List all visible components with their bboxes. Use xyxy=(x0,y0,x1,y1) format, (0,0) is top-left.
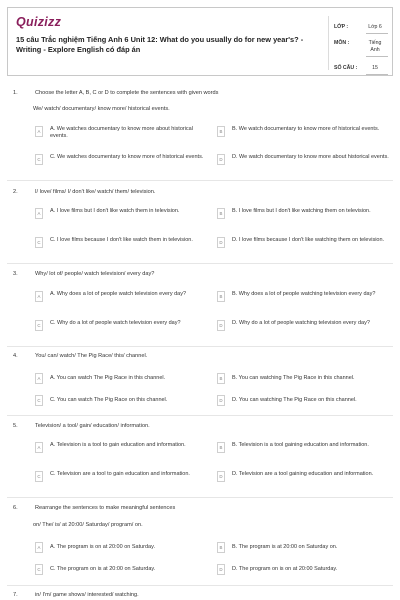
option-text: B. Television is a tool gaining education and information. xyxy=(232,442,369,448)
option-letter-box: C xyxy=(35,471,43,482)
option-text: B. Why does a lot of people watching television every day? xyxy=(232,291,376,297)
option-c[interactable] xyxy=(35,564,205,584)
option-a[interactable] xyxy=(35,126,205,146)
divider xyxy=(7,263,393,264)
option-letter-box: B xyxy=(217,291,225,302)
option-letter-box: B xyxy=(217,373,225,384)
option-a[interactable] xyxy=(35,542,205,562)
option-text: A. We watches documentary to know more about historical events. xyxy=(50,126,193,139)
question-number: 1. xyxy=(13,90,18,96)
option-letter-box: D xyxy=(217,237,225,248)
option-letter-box: A xyxy=(35,442,43,453)
question-prompt: Television/ a tool/ gain/ education/ information. xyxy=(35,423,150,429)
question-prompt: in/ I'm/ game shows/ interested/ watching. xyxy=(35,592,139,598)
quizizz-logo: Quizizz xyxy=(16,15,62,29)
option-text: A. The program is on at 20:00 on Saturday. xyxy=(50,544,155,550)
count-value: 15 xyxy=(372,65,378,71)
option-c[interactable] xyxy=(35,237,205,257)
option-letter-box: C xyxy=(35,154,43,165)
question-words: We/ watch/ documentary/ know more/ historical events. xyxy=(33,106,170,112)
option-text: D. The program on is on at 20:00 Saturday. xyxy=(232,566,338,572)
option-b[interactable] xyxy=(217,291,387,311)
option-d[interactable] xyxy=(217,154,387,174)
option-letter-box: D xyxy=(217,320,225,331)
option-d[interactable] xyxy=(217,395,387,415)
option-letter-box: A xyxy=(35,291,43,302)
option-letter-box: D xyxy=(217,564,225,575)
option-b[interactable] xyxy=(217,126,387,146)
divider xyxy=(7,585,393,586)
option-text: C. Why do a lot of people watch television every day? xyxy=(50,320,181,326)
question-number: 3. xyxy=(13,271,18,277)
option-letter-box: D xyxy=(217,471,225,482)
question-prompt: Choose the letter A, B, C or D to complete the sentences with given words xyxy=(35,90,219,96)
option-text: C. The program on is at 20:00 on Saturday. xyxy=(50,566,156,572)
option-letter-box: B xyxy=(217,442,225,453)
option-text: D. Television are a tool gaining education and information. xyxy=(232,471,374,477)
option-letter-box: C xyxy=(35,237,43,248)
option-letter-box: A xyxy=(35,126,43,137)
class-value: Lớp 6 xyxy=(368,24,382,30)
option-text: B. You can watching The Pig Race in this channel. xyxy=(232,375,355,381)
option-letter-box: B xyxy=(217,542,225,553)
option-d[interactable] xyxy=(217,237,387,257)
option-b[interactable] xyxy=(217,208,387,228)
option-text: B. The program is at 20:00 on Saturday on. xyxy=(232,544,338,550)
option-text: D. We watch documentary to know more about historical events. xyxy=(232,154,389,160)
option-text: C. Television are a tool to gain education and information. xyxy=(50,471,190,477)
option-c[interactable] xyxy=(35,154,205,174)
option-c[interactable] xyxy=(35,395,205,415)
option-c[interactable] xyxy=(35,471,205,491)
option-text: D. I love films because I don't like watching them on television. xyxy=(232,237,385,243)
option-text: D. Why do a lot of people watching television every day? xyxy=(232,320,370,326)
option-text: A. Television is a tool to gain education and information. xyxy=(50,442,186,448)
option-text: B. I love films but I don't like watching them on television. xyxy=(232,208,371,214)
option-b[interactable] xyxy=(217,373,387,393)
option-letter-box: A xyxy=(35,373,43,384)
option-text: A. Why does a lot of people watch television every day? xyxy=(50,291,187,297)
option-letter-box: B xyxy=(217,126,225,137)
option-text: C. I love films because I don't like watch them in television. xyxy=(50,237,193,243)
option-text: A. You can watch The Pig Race in this channel. xyxy=(50,375,166,381)
option-a[interactable] xyxy=(35,208,205,228)
option-letter-box: A xyxy=(35,208,43,219)
subject-value: Tiếng Anh xyxy=(368,40,382,53)
question-number: 2. xyxy=(13,189,18,195)
option-letter-box: D xyxy=(217,395,225,406)
option-d[interactable] xyxy=(217,320,387,340)
option-letter-box: C xyxy=(35,564,43,575)
option-a[interactable] xyxy=(35,442,205,462)
option-letter-box: A xyxy=(35,542,43,553)
question-number: 6. xyxy=(13,505,18,511)
question-prompt: I/ love/ films/ I/ don't like/ watch/ them/ television. xyxy=(35,189,156,195)
option-c[interactable] xyxy=(35,320,205,340)
question-number: 7. xyxy=(13,592,18,598)
question-number: 5. xyxy=(13,423,18,429)
count-label: SỐ CÂU : xyxy=(334,65,358,71)
option-text: C. You can watch The Pig Race on this channel. xyxy=(50,397,168,403)
option-d[interactable] xyxy=(217,564,387,584)
page-title: 15 câu Trắc nghiệm Tiếng Anh 6 Unit 12: What do you usually do for new year's? - Writing - Explore English có đáp án xyxy=(16,35,304,54)
option-text: C. We watches documentary to know more of historical events. xyxy=(50,154,204,160)
option-b[interactable] xyxy=(217,542,387,562)
option-text: D. You can watching The Pig Race on this channel. xyxy=(232,397,357,403)
question-prompt: Why/ lot of/ people/ watch television/ every day? xyxy=(35,271,155,277)
option-d[interactable] xyxy=(217,471,387,491)
question-words: on/ The/ is/ at 20:00/ Saturday/ program/ on. xyxy=(33,522,143,528)
option-letter-box: B xyxy=(217,208,225,219)
option-letter-box: D xyxy=(217,154,225,165)
option-text: B. We watch documentary to know more of historical events. xyxy=(232,126,380,132)
option-a[interactable] xyxy=(35,291,205,311)
option-a[interactable] xyxy=(35,373,205,393)
divider xyxy=(7,497,393,498)
divider xyxy=(7,415,393,416)
subject-label: MÔN : xyxy=(334,40,350,46)
question-prompt: You/ can/ watch/ The Pig Race/ this/ channel. xyxy=(35,353,148,359)
option-b[interactable] xyxy=(217,442,387,462)
divider xyxy=(7,346,393,347)
class-label: LỚP : xyxy=(334,24,349,30)
question-number: 4. xyxy=(13,353,18,359)
option-text: A. I love films but I don't like watch them in television. xyxy=(50,208,180,214)
option-letter-box: C xyxy=(35,395,43,406)
option-letter-box: C xyxy=(35,320,43,331)
question-prompt: Rearrange the sentences to make meaningful sentences xyxy=(35,505,176,511)
divider xyxy=(7,180,393,181)
